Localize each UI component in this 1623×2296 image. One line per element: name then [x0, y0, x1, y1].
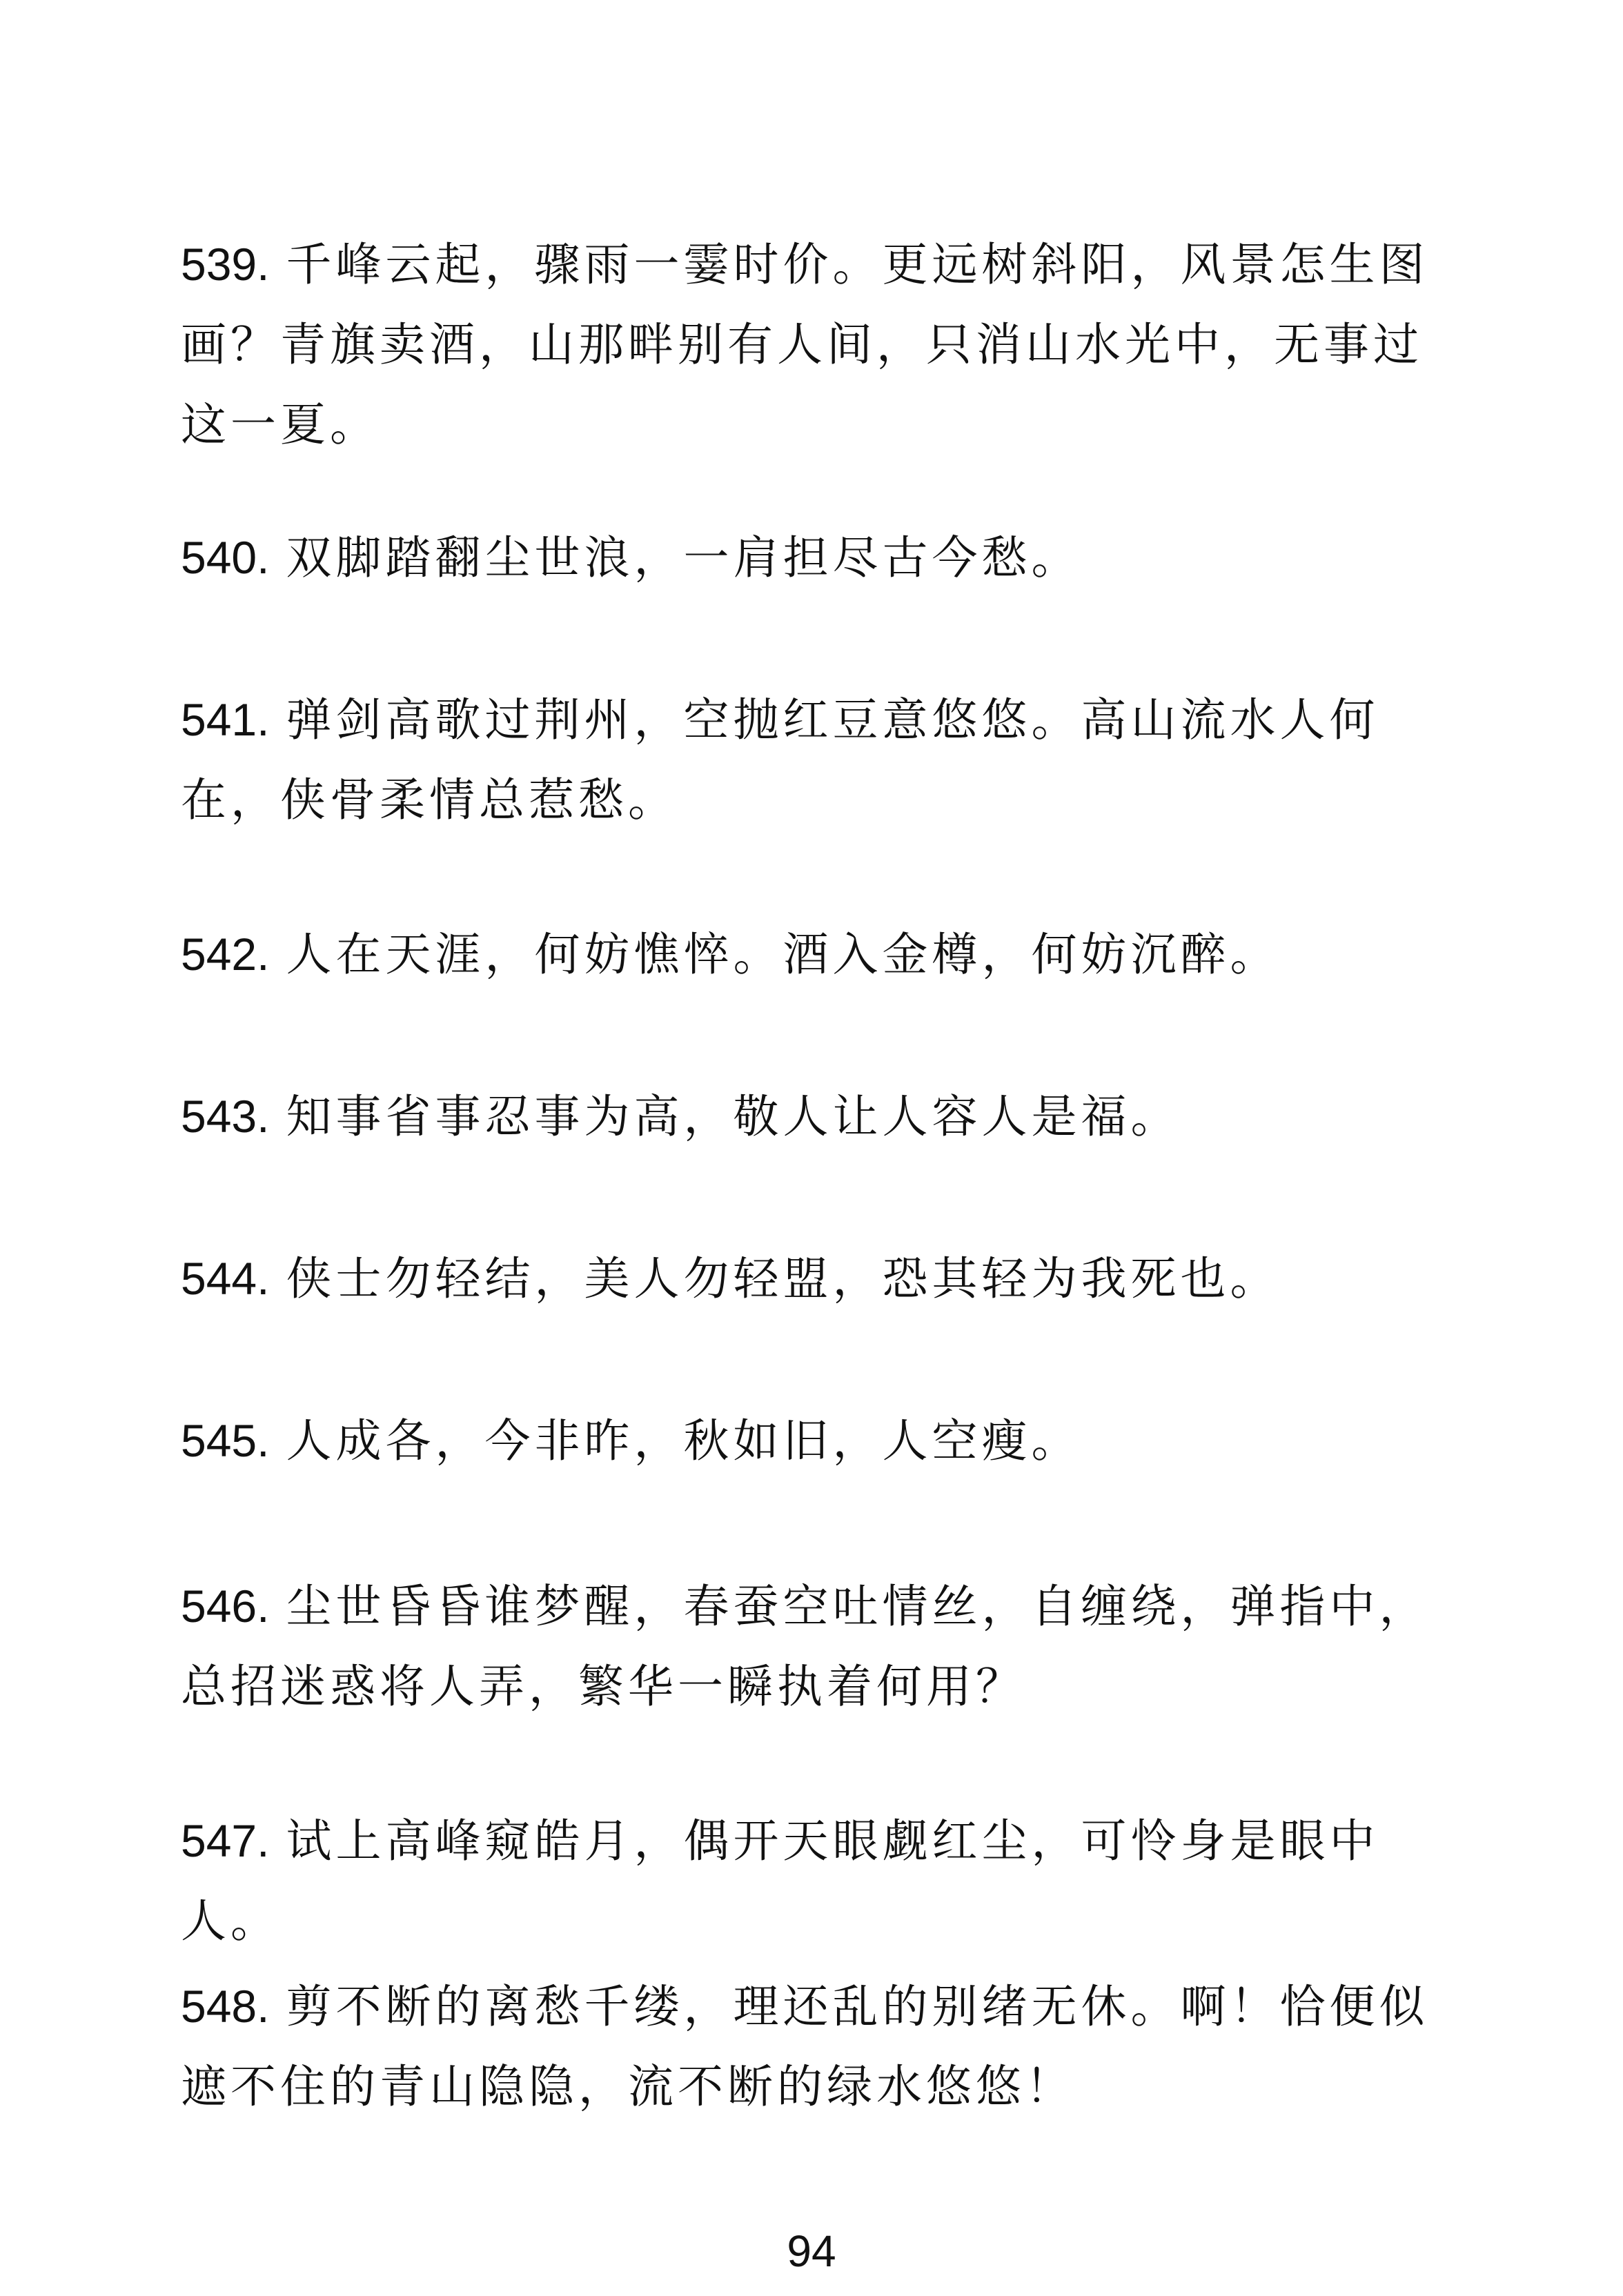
entry-text: 尘世昏昏谁梦醒，春蚕空吐情丝，自缠绕，弹指中，总招迷惑将人弄，繁华一瞬执着何用？	[181, 1580, 1429, 1713]
entry-text: 人成各，今非昨，秋如旧，人空瘦。	[286, 1414, 1081, 1467]
entry-text: 双脚踏翻尘世浪，一肩担尽古今愁。	[286, 531, 1081, 584]
entry-text: 侠士勿轻结，美人勿轻盟，恐其轻为我死也。	[286, 1252, 1280, 1305]
entry-548	[181, 1966, 1471, 2127]
entry-number: 540.	[181, 532, 270, 583]
entry-text: 弹剑高歌过荆州，空抛红豆意悠悠。高山流水人何在，侠骨柔情总惹愁。	[181, 693, 1379, 827]
entry-text: 知事省事忍事为高，敬人让人容人是福。	[286, 1090, 1181, 1143]
entry-number: 543.	[181, 1091, 270, 1142]
entry-547	[181, 1801, 1471, 1961]
entry-number: 545.	[181, 1415, 270, 1466]
entry-number: 544.	[181, 1253, 270, 1304]
entry-541	[181, 680, 1471, 840]
entry-number: 548.	[181, 1981, 270, 2032]
entry-number: 546.	[181, 1581, 270, 1632]
entry-545	[181, 1401, 1471, 1481]
entry-number: 547.	[181, 1815, 270, 1866]
entry-544	[181, 1238, 1471, 1319]
entry-text: 千峰云起，骤雨一霎时价。更远树斜阳，风景怎生图画？青旗卖酒，山那畔别有人间，只消山水光中，无事过这一夏。	[181, 238, 1429, 451]
entry-539	[181, 224, 1471, 465]
entry-number: 542.	[181, 929, 270, 980]
entry-546	[181, 1566, 1471, 1727]
entry-text: 人在天涯，何妨憔悴。酒入金樽，何妨沉醉。	[286, 928, 1280, 981]
entry-number: 539.	[181, 239, 270, 290]
entry-number: 541.	[181, 694, 270, 745]
entry-text: 剪不断的离愁千缕，理还乱的别绪无休。啊！恰便似遮不住的青山隐隐，流不断的绿水悠悠！	[181, 1980, 1429, 2113]
entry-540	[181, 517, 1471, 598]
entry-543	[181, 1076, 1471, 1157]
page-number: 94	[787, 2226, 836, 2276]
entry-542	[181, 914, 1471, 995]
entry-text: 试上高峰窥皓月，偶开天眼觑红尘，可怜身是眼中人。	[181, 1814, 1379, 1948]
